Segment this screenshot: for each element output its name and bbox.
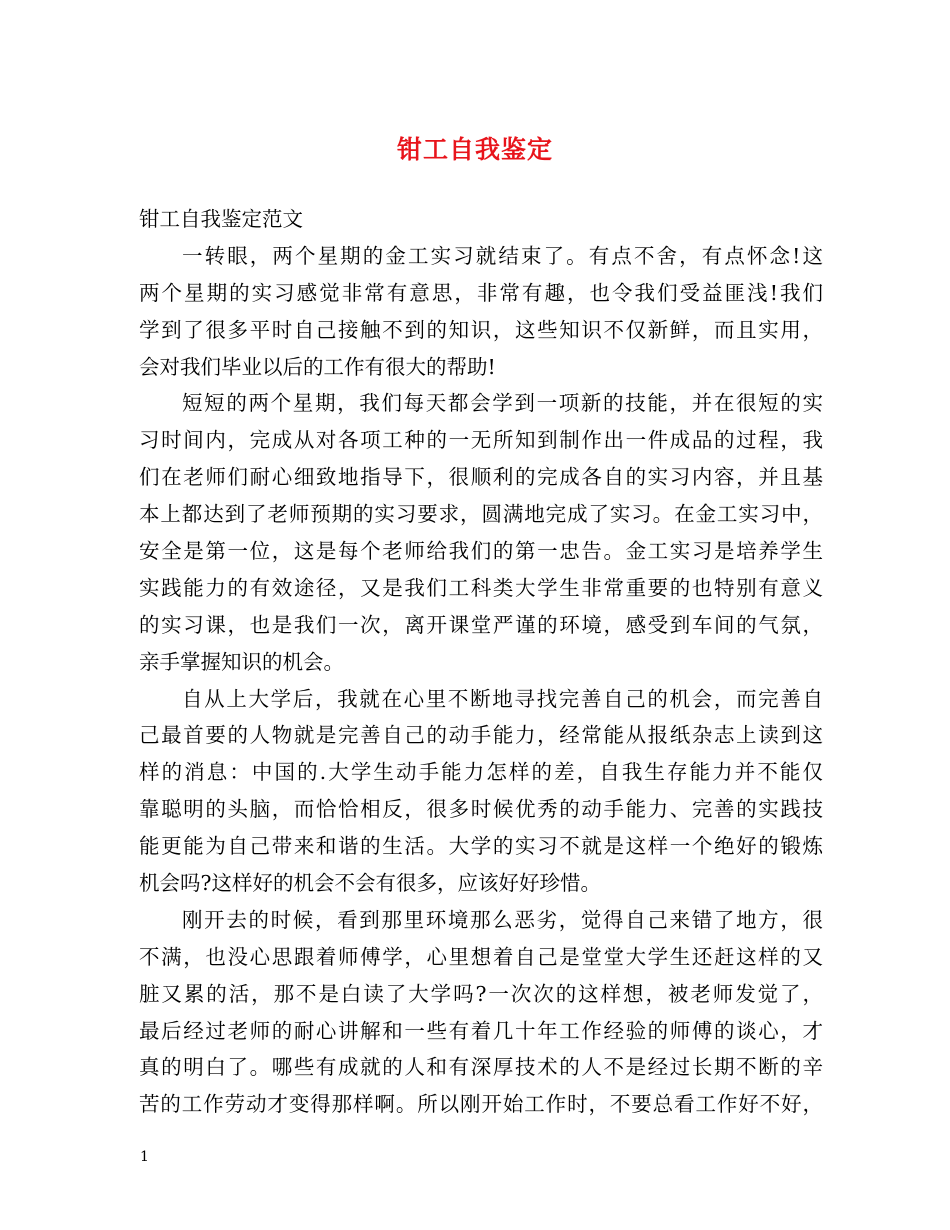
body-line: 的实习课，也是我们一次，离开课堂严谨的环境，感受到车间的气氛，	[139, 612, 823, 637]
body-line: 靠聪明的头脑，而恰恰相反，很多时候优秀的动手能力、完善的实践技	[139, 797, 823, 822]
body-line: 学到了很多平时自己接触不到的知识，这些知识不仅新鲜，而且实用，	[139, 317, 823, 342]
page-number: 1	[140, 1149, 149, 1165]
body-line: 样的消息：中国的.大学生动手能力怎样的差，自我生存能力并不能仅	[139, 760, 823, 785]
body-line: 们在老师们耐心细致地指导下，很顺利的完成各自的实习内容，并且基	[139, 465, 823, 490]
body-line: 自从上大学后，我就在心里不断地寻找完善自己的机会，而完善自	[182, 686, 823, 711]
body-line: 安全是第一位，这是每个老师给我们的第一忠告。金工实习是培养学生	[139, 539, 823, 564]
body-line: 脏又累的活，那不是白读了大学吗?一次次的这样想，被老师发觉了，	[139, 981, 823, 1006]
body-line: 会对我们毕业以后的工作有很大的帮助!	[139, 354, 496, 379]
body-line: 能更能为自己带来和谐的生活。大学的实习不就是这样一个绝好的锻炼	[139, 834, 823, 859]
body-line: 短短的两个星期，我们每天都会学到一项新的技能，并在很短的实	[182, 391, 823, 416]
body-line: 亲手掌握知识的机会。	[139, 649, 344, 674]
body-line: 机会吗?这样好的机会不会有很多，应该好好珍惜。	[139, 871, 601, 896]
body-line: 本上都达到了老师预期的实习要求，圆满地完成了实习。在金工实习中，	[139, 502, 823, 527]
body-line: 最后经过老师的耐心讲解和一些有着几十年工作经验的师傅的谈心，才	[139, 1018, 823, 1043]
document-body	[139, 201, 823, 1123]
body-line: 实践能力的有效途径，又是我们工科类大学生非常重要的也特别有意义	[139, 575, 823, 600]
body-line: 真的明白了。哪些有成就的人和有深厚技术的人不是经过长期不断的辛	[139, 1055, 823, 1080]
body-line: 刚开去的时候，看到那里环境那么恶劣，觉得自己来错了地方，很	[182, 907, 823, 932]
body-line: 两个星期的实习感觉非常有意思，非常有趣，也令我们受益匪浅!我们	[139, 280, 823, 305]
body-line: 习时间内，完成从对各项工种的一无所知到制作出一件成品的过程，我	[139, 428, 823, 453]
document-title: 钳工自我鉴定	[396, 135, 553, 164]
body-line: 不满，也没心思跟着师傅学，心里想着自己是堂堂大学生还赶这样的又	[139, 944, 823, 969]
body-line: 苦的工作劳动才变得那样啊。所以刚开始工作时，不要总看工作好不好，	[139, 1092, 823, 1117]
subtitle-line: 钳工自我鉴定范文	[139, 207, 303, 231]
body-line: 一转眼，两个星期的金工实习就结束了。有点不舍，有点怀念!这	[182, 243, 823, 268]
body-line: 己最首要的人物就是完善自己的动手能力，经常能从报纸杂志上读到这	[139, 723, 823, 748]
